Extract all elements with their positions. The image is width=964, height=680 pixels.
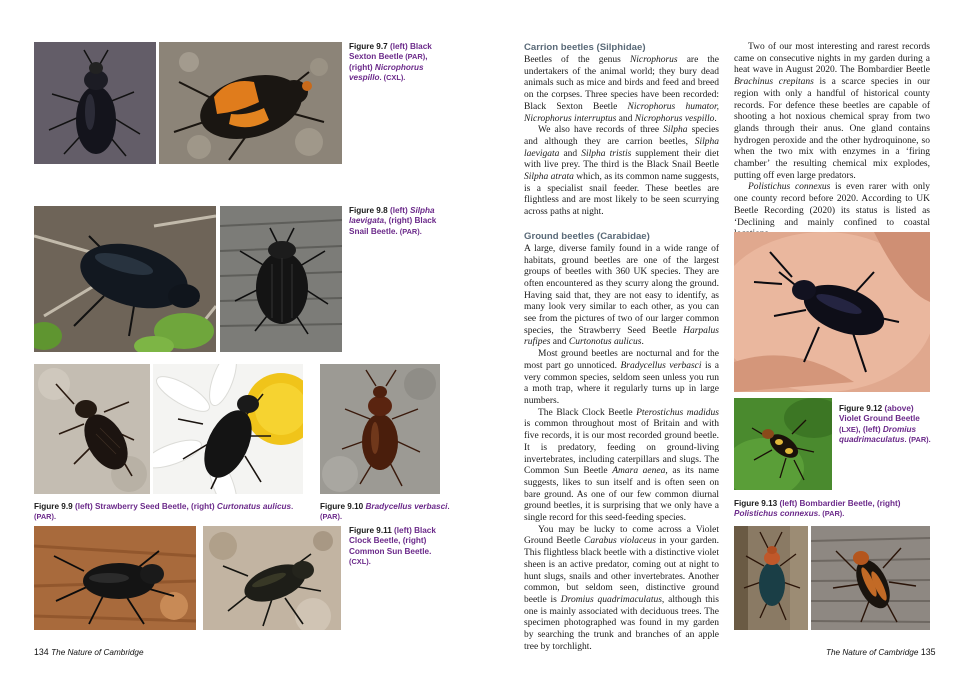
footer-right	[826, 647, 936, 657]
photo-black-clock-beetle	[34, 526, 196, 630]
heading-carrion-beetles: Carrion beetles (Silphidae)	[524, 42, 646, 53]
heading-ground-beetles: Ground beetles (Carabidae)	[524, 230, 650, 242]
photo-violet-ground-beetle	[734, 232, 930, 392]
paragraph-carrion-1: Beetles of the genus Nicrophorus are the undertakers of the animal world; they bury dead animals such as mice and birds and feed and breed on the corpses. Three species have been recorded: Black Sexton Beetle Nicrophorus humator, Nicrophorus interruptus and Nicrophorus vespillo.	[524, 55, 719, 124]
photo-curtonatus-aulicus	[153, 364, 303, 494]
caption-figure-9-9: Figure 9.9 (left) Strawberry Seed Beetle, (right) Curtonatus aulicus. (PAR).	[34, 502, 294, 522]
paragraph-carrion-2: We also have records of three Silpha species and although they are carrion beetles, Silpha laevigata and Silpha tristis supplement their diet with live prey. The third is the Black Snail Beetle Silpha atrata which, as its common name suggests, is a specialist snail feeder. These beetles are flightless and are most likely to be seen scurrying across paths at night.	[524, 125, 720, 218]
paragraph-ground-3: The Black Clock Beetle Pterostichus madidus is common throughout most of Britain and with five records, it is our most recorded ground beetle. It is predatory, feeding on ground-living invertebrates, including caterpillars and slugs. The Common Sun Beetle Amara aenea, as its name suggests, likes to sun itself and is often seen on bare ground. As one of our few common diurnal ground beetles, it is surprising that we only have a single record for this seed-feeding species.	[524, 407, 720, 524]
paragraph-ground-2: Most ground beetles are nocturnal and for the most part go unnoticed. Bradycellus verbasci is a very common species, seldom seen unless you run a moth trap, where it regularly turns up in large numbers.	[524, 349, 719, 406]
running-title-right: The Nature of Cambridge	[826, 648, 919, 657]
paragraph-ground-4: You may be lucky to come across a Violet Ground Beetle Carabus violaceus in your garden. This flightless black beetle with a distinctive violet sheen is an active predator, coming out at night to hunt slugs, snails and other invertebrates. Another common, but seldom seen, distinctive ground beetle is Dromius quadrimaculatus, although this one is mainly associated with deciduous trees. The specimen photographed was found in my garden by searching the trunk and branches of an apple tree by torchlight.	[524, 524, 719, 652]
photo-polistichus-connexus	[811, 526, 930, 630]
photo-bombardier-beetle	[734, 526, 808, 630]
caption-figure-9-13: Figure 9.13 (left) Bombardier Beetle, (right) Polistichus connexus. (PAR).	[734, 499, 901, 519]
text-column-middle	[524, 42, 719, 653]
photo-strawberry-seed-beetle	[34, 364, 150, 494]
caption-figure-9-7: Figure 9.7 (left) Black Sexton Beetle (PAR), (right) Nicrophorus vespillo. (CXL).	[349, 42, 432, 83]
caption-figure-9-12: Figure 9.12 (above) Violet Ground Beetle (LXE), (left) Dromius quadrimaculatus. (PAR).	[839, 404, 931, 445]
photo-black-sexton-beetle	[34, 42, 156, 164]
photo-common-sun-beetle	[203, 526, 341, 630]
page-number-right: 135	[920, 647, 936, 657]
page-number-left: 134	[34, 647, 49, 657]
paragraph-right-1: Two of our most interesting and rarest records came on consecutive nights in my garden during a heat wave in August 2020. The Bombardier Beetle Brachinus crepitans is a scarce species in our region with only a handful of historical county records. For defence these beetles are capable of shooting a hot noxious chemical spray from two glands through their anus. One gland contains hydrogen peroxide and the other hydroquinone, so when the two mix with enzymes in a ‘firing chamber’ the resulting chemical mix explodes, putting off even large predators.	[734, 42, 930, 181]
caption-figure-9-11: Figure 9.11 (left) Black Clock Beetle, (right) Common Sun Beetle. (CXL).	[349, 526, 436, 567]
photo-nicrophorus-vespillo	[159, 42, 342, 164]
footer-left	[34, 647, 144, 657]
photo-silpha-laevigata	[34, 206, 216, 352]
caption-figure-9-8: Figure 9.8 (left) Silpha laevigata, (right) Black Snail Beetle. (PAR).	[349, 206, 437, 236]
text-column-right	[734, 42, 930, 241]
photo-bradycellus-verbasci	[320, 364, 440, 494]
photo-dromius-quadrimaculatus	[734, 398, 832, 490]
caption-figure-9-10: Figure 9.10 Bradycellus verbasci. (PAR).	[320, 502, 450, 522]
photo-black-snail-beetle	[220, 206, 342, 352]
paragraph-right-2: Polistichus connexus is even rarer with only one county record before 2020. According to UK Beetle Recording (2020) its status is listed as ‘Declining and mainly confined to coastal	[734, 182, 930, 228]
paragraph-ground-1: A large, diverse family found in a wide range of habitats, ground beetles are one of the largest groups of beetles with 360 UK species. They are often encountered as they scurry along the ground. Having said that, they are not easy to identify, as many look very similar to each other, as you can see from the pictures of two of our larger common species, the Strawberry Seed Beetle Harpalus rufipes and Curtonotus aulicus.	[524, 243, 719, 348]
running-title-left: The Nature of Cambridge	[51, 648, 144, 657]
